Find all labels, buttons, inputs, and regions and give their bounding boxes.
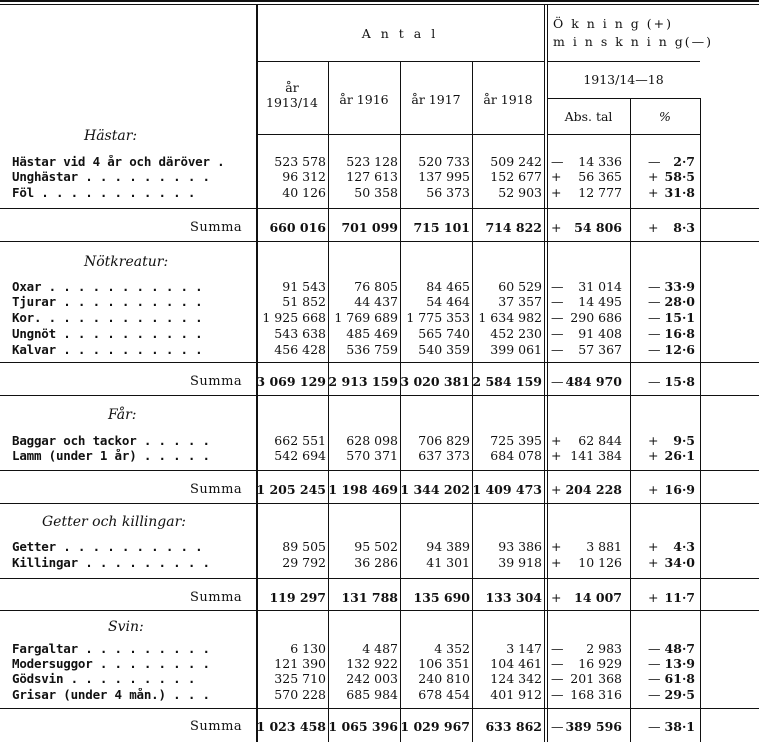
section-title: Nötkreatur:	[84, 254, 169, 270]
summa-value: 133 304	[485, 590, 542, 605]
pct-sign: +	[648, 185, 659, 200]
cell-value: 662 551	[274, 433, 326, 448]
cell-value: 56 373	[426, 185, 470, 200]
summa-change-abs: 14 007	[574, 590, 622, 605]
cell-value: 94 389	[426, 539, 470, 554]
summa-change-pct: 8·3	[673, 220, 695, 235]
pct-sign: —	[648, 326, 661, 341]
cell-value: 1 634 982	[478, 310, 542, 325]
row-label: Kor. . . . . . . . . . . .	[12, 311, 203, 325]
change-sign: —	[551, 671, 564, 686]
row-label: Kalvar . . . . . . . . . .	[12, 343, 203, 357]
summa-label: Summa	[190, 482, 243, 497]
change-abs: 56 365	[578, 169, 622, 184]
row-label: Oxar . . . . . . . . . . .	[12, 280, 203, 294]
summa-value: 1 205 245	[256, 482, 326, 497]
change-pct: 28·0	[664, 294, 695, 309]
cell-value: 4 352	[434, 641, 470, 656]
summa-value: 119 297	[269, 590, 326, 605]
change-sign: —	[551, 279, 564, 294]
cell-value: 520 733	[418, 154, 470, 169]
summa-value: 2 913 159	[328, 374, 398, 389]
change-pct: 34·0	[664, 555, 695, 570]
change-pct: 12·6	[664, 342, 695, 357]
summa-change-sign: +	[551, 482, 562, 497]
change-pct: 16·8	[664, 326, 695, 341]
change-pct: 48·7	[664, 641, 695, 656]
summa-change-abs: 204 228	[565, 482, 622, 497]
cell-value: 44 437	[354, 294, 398, 309]
change-sign: —	[551, 154, 564, 169]
change-pct: 58·5	[664, 169, 695, 184]
year-header: år 1918	[483, 92, 533, 107]
cell-value: 242 003	[346, 671, 398, 686]
summa-label: Summa	[190, 719, 243, 734]
cell-value: 637 373	[418, 448, 470, 463]
cell-value: 540 359	[418, 342, 470, 357]
header-rule-antal	[256, 61, 544, 62]
change-abs: 14 495	[578, 294, 622, 309]
cell-value: 104 461	[490, 656, 542, 671]
summa-value: 1 198 469	[328, 482, 398, 497]
cell-value: 76 805	[354, 279, 398, 294]
abs-header: Abs. tal	[564, 109, 613, 124]
pct-sign: +	[648, 433, 659, 448]
change-pct: 15·1	[664, 310, 695, 325]
summa-change-pct: 11·7	[664, 590, 695, 605]
summa-change-pct: 15·8	[664, 374, 695, 389]
change-sign: +	[551, 433, 562, 448]
summa-rule-top	[0, 362, 759, 363]
cell-value: 456 428	[274, 342, 326, 357]
cell-value: 1 925 668	[262, 310, 326, 325]
cell-value: 4 487	[362, 641, 398, 656]
cell-value: 1 769 689	[334, 310, 398, 325]
section-title: Getter och killingar:	[42, 514, 187, 530]
cell-value: 509 242	[490, 154, 542, 169]
summa-change-abs: 484 970	[565, 374, 622, 389]
row-label: Baggar och tackor . . . . .	[12, 434, 210, 448]
row-label: Ungnöt . . . . . . . . . .	[12, 327, 203, 341]
cell-value: 399 061	[490, 342, 542, 357]
change-abs: 16 929	[578, 656, 622, 671]
summa-rule-bottom	[0, 503, 759, 504]
change-pct: 31·8	[664, 185, 695, 200]
pct-header: %	[659, 109, 671, 124]
summa-change-sign: —	[551, 719, 564, 734]
row-label: Gödsvin . . . . . . . . .	[12, 672, 196, 686]
summa-change-abs: 54 806	[574, 220, 622, 235]
cell-value: 3 147	[506, 641, 542, 656]
period-header: 1913/14—18	[583, 72, 664, 87]
summa-label: Summa	[190, 220, 243, 235]
cell-value: 485 469	[346, 326, 398, 341]
summa-value: 1 409 473	[472, 482, 542, 497]
year-header: år 1916	[339, 92, 389, 107]
cell-value: 89 505	[282, 539, 326, 554]
change-pct: 2·7	[673, 154, 695, 169]
summa-rule-top	[0, 578, 759, 579]
summa-change-abs: 389 596	[565, 719, 622, 734]
summa-pct-sign: +	[648, 482, 659, 497]
summa-value: 1 023 458	[256, 719, 326, 734]
pct-sign: +	[648, 555, 659, 570]
row-label: Fargaltar . . . . . . . . .	[12, 642, 210, 656]
top-rule	[0, 0, 759, 2]
row-label: Getter . . . . . . . . . .	[12, 540, 203, 554]
header-antal: A n t a l	[361, 26, 439, 41]
change-sign: +	[551, 555, 562, 570]
change-sign: —	[551, 687, 564, 702]
cell-value: 39 918	[498, 555, 542, 570]
summa-value: 1 029 967	[400, 719, 470, 734]
cell-value: 52 903	[498, 185, 542, 200]
cell-value: 91 543	[282, 279, 326, 294]
row-label: Killingar . . . . . . . . .	[12, 556, 210, 570]
pct-sign: —	[648, 656, 661, 671]
summa-value: 135 690	[413, 590, 470, 605]
cell-value: 36 286	[354, 555, 398, 570]
column-rule-abs	[630, 98, 631, 742]
pct-sign: —	[648, 687, 661, 702]
cell-value: 137 995	[418, 169, 470, 184]
cell-value: 29 792	[282, 555, 326, 570]
summa-rule-bottom	[0, 241, 759, 242]
cell-value: 106 351	[418, 656, 470, 671]
pct-sign: +	[648, 448, 659, 463]
summa-value: 660 016	[269, 220, 326, 235]
row-label: Unghästar . . . . . . . . .	[12, 170, 210, 184]
summa-value: 131 788	[341, 590, 398, 605]
cell-value: 570 228	[274, 687, 326, 702]
summa-value: 701 099	[341, 220, 398, 235]
change-abs: 168 316	[570, 687, 622, 702]
pct-sign: —	[648, 154, 661, 169]
year-header: år 1913/14	[266, 80, 318, 110]
cell-value: 523 128	[346, 154, 398, 169]
top-rule-thin	[0, 4, 759, 5]
cell-value: 95 502	[354, 539, 398, 554]
cell-value: 523 578	[274, 154, 326, 169]
change-abs: 57 367	[578, 342, 622, 357]
summa-change-pct: 38·1	[664, 719, 695, 734]
summa-change-sign: +	[551, 590, 562, 605]
cell-value: 40 126	[282, 185, 326, 200]
cell-value: 50 358	[354, 185, 398, 200]
summa-value: 1 344 202	[400, 482, 470, 497]
change-pct: 33·9	[664, 279, 695, 294]
header-rule-years	[256, 134, 544, 135]
pct-sign: —	[648, 342, 661, 357]
change-abs: 3 881	[586, 539, 622, 554]
cell-value: 54 464	[426, 294, 470, 309]
cell-value: 725 395	[490, 433, 542, 448]
cell-value: 628 098	[346, 433, 398, 448]
cell-value: 542 694	[274, 448, 326, 463]
change-pct: 4·3	[673, 539, 695, 554]
cell-value: 6 130	[290, 641, 326, 656]
summa-pct-sign: +	[648, 590, 659, 605]
column-rule-pct	[700, 98, 701, 742]
pct-sign: —	[648, 671, 661, 686]
summa-rule-top	[0, 470, 759, 471]
change-abs: 14 336	[578, 154, 622, 169]
summa-value: 2 584 159	[472, 374, 542, 389]
row-label: Föl . . . . . . . . . . .	[12, 186, 196, 200]
cell-value: 41 301	[426, 555, 470, 570]
change-sign: +	[551, 185, 562, 200]
change-sign: —	[551, 310, 564, 325]
summa-value: 3 069 129	[256, 374, 326, 389]
header-rule-sub	[547, 134, 700, 135]
pct-sign: —	[648, 310, 661, 325]
header-minskning: m i n s k n i n g(—)	[553, 34, 714, 49]
change-pct: 9·5	[673, 433, 695, 448]
summa-pct-sign: —	[648, 374, 661, 389]
change-abs: 10 126	[578, 555, 622, 570]
summa-value: 714 822	[485, 220, 542, 235]
change-sign: —	[551, 294, 564, 309]
year-header: år 1917	[411, 92, 461, 107]
change-abs: 91 408	[578, 326, 622, 341]
change-pct: 13·9	[664, 656, 695, 671]
cell-value: 543 638	[274, 326, 326, 341]
summa-value: 633 862	[485, 719, 542, 734]
change-sign: —	[551, 326, 564, 341]
change-abs: 141 384	[570, 448, 622, 463]
row-label: Modersuggor . . . . . . . .	[12, 657, 210, 671]
row-label: Grisar (under 4 mån.) . . .	[12, 688, 210, 702]
summa-label: Summa	[190, 590, 243, 605]
pct-sign: +	[648, 169, 659, 184]
cell-value: 452 230	[490, 326, 542, 341]
pct-sign: —	[648, 279, 661, 294]
summa-value: 3 020 381	[400, 374, 470, 389]
change-sign: —	[551, 641, 564, 656]
header-rule-period	[547, 98, 700, 99]
change-sign: —	[551, 342, 564, 357]
change-abs: 12 777	[578, 185, 622, 200]
change-sign: —	[551, 656, 564, 671]
change-abs: 290 686	[570, 310, 622, 325]
cell-value: 121 390	[274, 656, 326, 671]
pct-sign: +	[648, 539, 659, 554]
summa-pct-sign: +	[648, 220, 659, 235]
cell-value: 684 078	[490, 448, 542, 463]
cell-value: 51 852	[282, 294, 326, 309]
change-abs: 62 844	[578, 433, 622, 448]
cell-value: 685 984	[346, 687, 398, 702]
cell-value: 706 829	[418, 433, 470, 448]
cell-value: 60 529	[498, 279, 542, 294]
summa-value: 715 101	[413, 220, 470, 235]
change-sign: +	[551, 448, 562, 463]
summa-rule-bottom	[0, 610, 759, 611]
header-rule-okning	[547, 61, 700, 62]
section-title: Får:	[108, 407, 137, 423]
cell-value: 152 677	[490, 169, 542, 184]
summa-change-pct: 16·9	[664, 482, 695, 497]
cell-value: 84 465	[426, 279, 470, 294]
cell-value: 240 810	[418, 671, 470, 686]
summa-change-sign: +	[551, 220, 562, 235]
change-sign: +	[551, 169, 562, 184]
column-rule-label	[256, 4, 258, 742]
change-pct: 61·8	[664, 671, 695, 686]
cell-value: 570 371	[346, 448, 398, 463]
section-title: Svin:	[108, 619, 144, 635]
cell-value: 401 912	[490, 687, 542, 702]
summa-value: 1 065 396	[328, 719, 398, 734]
cell-value: 96 312	[282, 169, 326, 184]
summa-rule-bottom	[0, 395, 759, 396]
cell-value: 1 775 353	[406, 310, 470, 325]
column-rule-change	[544, 4, 545, 742]
cell-value: 325 710	[274, 671, 326, 686]
summa-rule-top	[0, 208, 759, 209]
cell-value: 93 386	[498, 539, 542, 554]
change-sign: +	[551, 539, 562, 554]
cell-value: 565 740	[418, 326, 470, 341]
change-abs: 201 368	[570, 671, 622, 686]
cell-value: 127 613	[346, 169, 398, 184]
summa-pct-sign: —	[648, 719, 661, 734]
pct-sign: —	[648, 641, 661, 656]
change-abs: 2 983	[586, 641, 622, 656]
row-label: Hästar vid 4 år och däröver .	[12, 155, 225, 169]
section-title: Hästar:	[84, 128, 138, 144]
pct-sign: —	[648, 294, 661, 309]
cell-value: 536 759	[346, 342, 398, 357]
cell-value: 37 357	[498, 294, 542, 309]
change-pct: 26·1	[664, 448, 695, 463]
summa-rule-top	[0, 708, 759, 709]
cell-value: 678 454	[418, 687, 470, 702]
change-pct: 29·5	[664, 687, 695, 702]
cell-value: 124 342	[490, 671, 542, 686]
summa-label: Summa	[190, 374, 243, 389]
summa-change-sign: —	[551, 374, 564, 389]
row-label: Lamm (under 1 år) . . . . .	[12, 449, 210, 463]
change-abs: 31 014	[578, 279, 622, 294]
cell-value: 132 922	[346, 656, 398, 671]
row-label: Tjurar . . . . . . . . . .	[12, 295, 203, 309]
header-okning: Ö k n i n g (+)	[553, 16, 673, 31]
